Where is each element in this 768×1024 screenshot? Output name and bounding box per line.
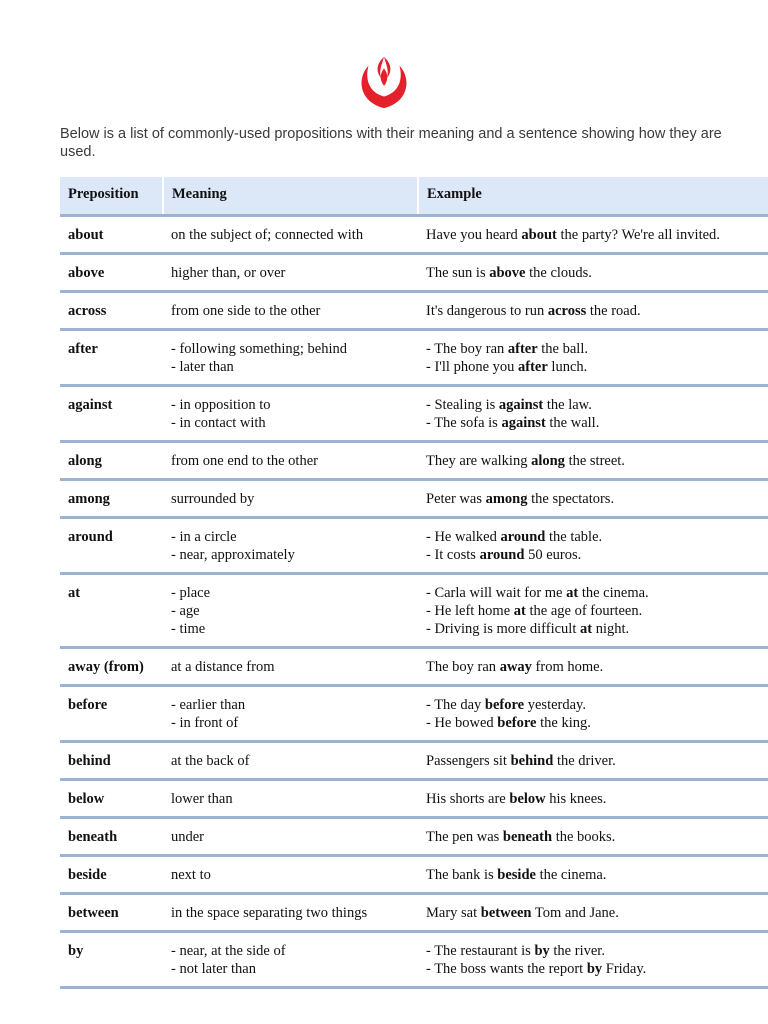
table-row [60,742,768,780]
example-text: - Stealing is [426,397,499,413]
meaning-line: at the back of [171,753,250,769]
prepositions-table [60,177,768,989]
meaning-cell [163,648,418,686]
meaning-line: surrounded by [171,491,255,507]
example-text: the clouds. [525,265,592,281]
header-meaning: Meaning [163,177,418,216]
meaning-cell [163,518,418,574]
example-cell [418,386,768,442]
table-row [60,386,768,442]
example-line [426,340,761,358]
example-keyword: among [485,491,528,507]
preposition-cell: between [60,894,163,932]
example-keyword: before [497,715,537,731]
example-text: - The boss wants the report [426,961,587,977]
table-row [60,518,768,574]
meaning-cell [163,574,418,648]
preposition-cell: beside [60,856,163,894]
meaning-cell [163,894,418,932]
example-text: the age of fourteen. [525,603,643,619]
example-text: Mary sat [426,905,481,921]
example-text: the king. [536,715,591,731]
table-header-row [60,177,768,216]
example-line [426,904,761,922]
meaning-line: - in front of [171,715,239,731]
example-cell [418,648,768,686]
table-body [60,216,768,988]
example-keyword: against [501,415,546,431]
meaning-line: - in a circle [171,529,237,545]
meaning-cell [163,932,418,988]
example-cell [418,442,768,480]
meaning-line: from one end to the other [171,453,318,469]
example-keyword: at [513,603,526,619]
meaning-cell [163,780,418,818]
example-keyword: along [531,453,565,469]
example-line [426,790,761,808]
example-text: - He bowed [426,715,498,731]
example-keyword: after [507,341,538,357]
example-text: the cinema. [578,585,649,601]
example-text: The sun is [426,265,490,281]
table-row [60,254,768,292]
example-text: Passengers sit [426,753,511,769]
meaning-line: - age [171,603,200,619]
example-cell [418,894,768,932]
example-line [426,226,761,244]
meaning-line: lower than [171,791,233,807]
meaning-cell [163,818,418,856]
example-text: the ball. [537,341,588,357]
table-row [60,894,768,932]
example-cell [418,818,768,856]
meaning-cell [163,742,418,780]
example-cell [418,292,768,330]
meaning-cell [163,386,418,442]
example-text: - The day [426,697,485,713]
meaning-line: - place [171,585,211,601]
example-cell [418,780,768,818]
example-text: the table. [545,529,603,545]
example-keyword: between [480,905,532,921]
table-row [60,330,768,386]
example-text: Tom and Jane. [531,905,619,921]
example-line [426,828,761,846]
example-keyword: at [579,621,593,637]
meaning-cell [163,292,418,330]
example-line [426,696,761,714]
example-cell [418,518,768,574]
example-line [426,546,761,564]
example-keyword: about [521,227,557,243]
example-line [426,620,761,638]
header-example: Example [418,177,768,216]
example-text: yesterday. [524,697,586,713]
example-keyword: above [489,265,526,281]
preposition-cell: across [60,292,163,330]
example-cell [418,742,768,780]
meaning-line: - near, at the side of [171,943,286,959]
meaning-cell [163,216,418,254]
example-text: The bank is [426,867,498,883]
example-text: the spectators. [527,491,615,507]
meaning-line: - near, approximately [171,547,295,563]
meaning-cell [163,442,418,480]
example-keyword: around [500,529,546,545]
table-row [60,780,768,818]
meaning-line: at a distance from [171,659,275,675]
meaning-line: higher than, or over [171,265,286,281]
example-text: his knees. [545,791,607,807]
preposition-cell: about [60,216,163,254]
example-keyword: before [484,697,525,713]
example-line [426,752,761,770]
example-cell [418,686,768,742]
preposition-cell: by [60,932,163,988]
preposition-cell: at [60,574,163,648]
table-row [60,216,768,254]
example-line [426,602,761,620]
example-text: - Driving is more difficult [426,621,580,637]
preposition-cell: away (from) [60,648,163,686]
example-keyword: after [518,359,548,375]
example-keyword: behind [510,753,554,769]
example-text: The pen was [426,829,503,845]
example-text: from home. [531,659,604,675]
table-row [60,292,768,330]
example-keyword: beside [497,867,536,883]
example-line [426,528,761,546]
example-line [426,658,761,676]
flame-logo-icon [355,54,413,112]
meaning-line: - time [171,621,206,637]
example-text: the cinema. [535,867,607,883]
table-row [60,856,768,894]
example-text: The boy ran [426,659,500,675]
example-text: Have you heard [426,227,522,243]
example-text: His shorts are [426,791,510,807]
example-keyword: against [498,397,544,413]
example-text: - The restaurant is [426,943,535,959]
meaning-line: next to [171,867,211,883]
example-keyword: by [586,961,603,977]
example-text: - He left home [426,603,514,619]
example-line [426,942,761,960]
example-text: They are walking [426,453,532,469]
example-keyword: by [534,943,550,959]
example-text: - The sofa is [426,415,502,431]
example-cell [418,574,768,648]
table-row [60,480,768,518]
example-text: Friday. [602,961,647,977]
meaning-line: - earlier than [171,697,246,713]
example-text: - I'll phone you [426,359,519,375]
example-text: the books. [552,829,616,845]
example-cell [418,254,768,292]
example-text: - He walked [426,529,501,545]
example-text: - It costs [426,547,480,563]
example-line [426,960,761,978]
example-text: night. [592,621,630,637]
example-keyword: around [479,547,525,563]
example-text: Peter was [426,491,486,507]
example-text: 50 euros. [524,547,582,563]
table-row [60,648,768,686]
example-keyword: across [547,303,587,319]
meaning-cell [163,330,418,386]
example-text: It's dangerous to run [426,303,548,319]
preposition-cell: after [60,330,163,386]
meaning-line: - following something; behind [171,341,347,357]
example-text: the law. [543,397,592,413]
preposition-cell: above [60,254,163,292]
meaning-line: - in contact with [171,415,266,431]
example-line [426,866,761,884]
example-text: the party? We're all invited. [556,227,720,243]
example-text: lunch. [547,359,588,375]
table-row [60,818,768,856]
meaning-line: - in opposition to [171,397,271,413]
example-line [426,302,761,320]
meaning-line: - later than [171,359,234,375]
example-cell [418,480,768,518]
example-cell [418,856,768,894]
preposition-cell: among [60,480,163,518]
example-keyword: at [566,585,579,601]
meaning-line: in the space separating two things [171,905,368,921]
preposition-cell: before [60,686,163,742]
example-line [426,490,761,508]
example-line [426,584,761,602]
meaning-line: on the subject of; connected with [171,227,364,243]
table-row [60,686,768,742]
example-text: the driver. [553,753,616,769]
meaning-cell [163,686,418,742]
preposition-cell: behind [60,742,163,780]
example-keyword: beneath [502,829,553,845]
table-row [60,932,768,988]
header-preposition: Preposition [60,177,163,216]
intro-text: Below is a list of commonly-used propositions with their meaning and a sentence showing how they are used. [60,126,722,160]
example-line [426,396,761,414]
table-row [60,574,768,648]
preposition-cell: around [60,518,163,574]
example-text: the street. [564,453,625,469]
table-row [60,442,768,480]
example-text: - The boy ran [426,341,508,357]
example-cell [418,216,768,254]
example-line [426,264,761,282]
preposition-cell: below [60,780,163,818]
meaning-cell [163,254,418,292]
example-line [426,414,761,432]
example-text: - Carla will wait for me [426,585,567,601]
example-line [426,358,761,376]
example-cell [418,330,768,386]
meaning-cell [163,856,418,894]
preposition-cell: beneath [60,818,163,856]
example-line [426,714,761,732]
preposition-cell: against [60,386,163,442]
meaning-line: - not later than [171,961,256,977]
preposition-cell: along [60,442,163,480]
example-text: the river. [549,943,605,959]
example-cell [418,932,768,988]
meaning-cell [163,480,418,518]
example-keyword: below [509,791,546,807]
example-line [426,452,761,470]
example-keyword: away [499,659,532,675]
example-text: the road. [586,303,641,319]
example-text: the wall. [545,415,600,431]
meaning-line: under [171,829,205,845]
meaning-line: from one side to the other [171,303,321,319]
